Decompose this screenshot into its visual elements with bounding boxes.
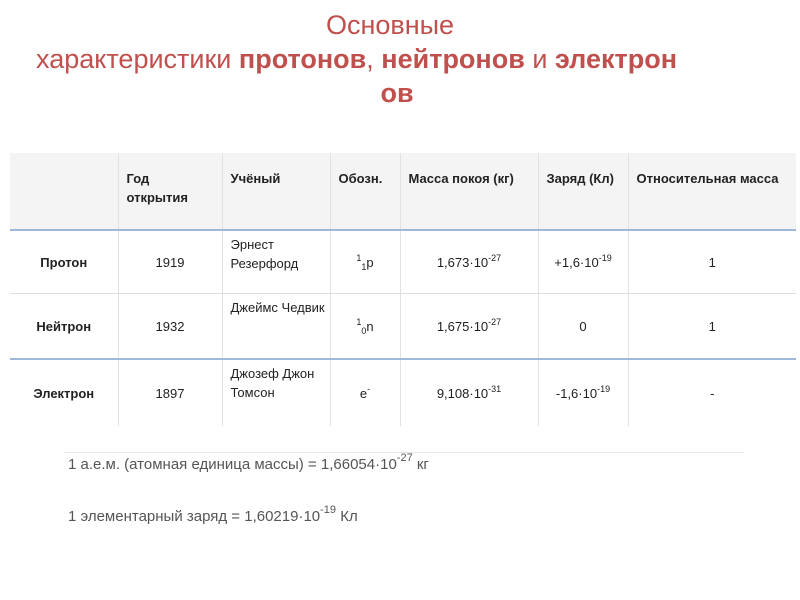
table-header-row <box>10 153 796 230</box>
charge: 0 <box>538 294 628 360</box>
charge-exponent: -19 <box>597 383 611 394</box>
particle-symbol <box>330 230 400 294</box>
charge-exponent: -19 <box>598 252 612 263</box>
table-row <box>10 294 796 360</box>
title-text: характеристики <box>36 44 239 74</box>
particles-table-container <box>10 153 796 401</box>
symbol-charge-number: 1 <box>361 261 367 272</box>
scientist-name: Эрнест Резерфорд <box>222 230 330 294</box>
rest-mass <box>400 230 538 294</box>
charge-base: +1,6·10 <box>554 254 599 270</box>
amu-exponent: -27 <box>396 452 413 464</box>
title-line-3: ов <box>380 78 414 108</box>
symbol-charge-number: 0 <box>361 325 367 336</box>
table-row <box>10 359 796 426</box>
title-protons: протонов <box>238 44 367 74</box>
charge-text: 1 элементарный заряд = 1,60219·10 <box>68 508 321 525</box>
header-scientist: Учёный <box>222 153 330 230</box>
symbol-letter: e <box>359 385 368 401</box>
symbol-mass-number: 1 <box>356 316 362 327</box>
title-line-1: Основные <box>325 10 455 40</box>
title-line-2 <box>0 42 800 76</box>
mass-base: 9,108·10 <box>436 385 489 401</box>
mass-exponent: -27 <box>488 252 502 263</box>
particle-name: Протон <box>10 230 118 294</box>
header-charge: Заряд (Кл) <box>538 153 628 230</box>
scientist-name: Джеймс Чедвик <box>222 294 330 360</box>
slide-title <box>0 8 800 110</box>
header-relative-mass: Относительная масса <box>628 153 796 230</box>
amu-text: 1 а.е.м. (атомная единица массы) = 1,66054·10 <box>68 456 397 473</box>
title-and: и <box>524 44 555 74</box>
discovery-year: 1919 <box>118 230 222 294</box>
charge-exponent: -19 <box>320 504 337 516</box>
title-electrons: электрон <box>554 44 678 74</box>
header-symbol: Обозн. <box>330 153 400 230</box>
charge <box>538 359 628 426</box>
charge-base: -1,6·10 <box>555 385 598 401</box>
mass-base: 1,673·10 <box>436 254 489 270</box>
table-row <box>10 230 796 294</box>
mass-base: 1,675·10 <box>436 318 489 334</box>
symbol-charge-sign: - <box>367 383 371 394</box>
elementary-charge-definition <box>68 504 358 525</box>
symbol-letter: p <box>366 254 374 270</box>
header-year: Год открытия <box>118 153 222 230</box>
charge-unit: Кл <box>336 508 358 525</box>
mass-exponent: -31 <box>488 383 502 394</box>
symbol-letter: n <box>366 318 374 334</box>
rest-mass <box>400 359 538 426</box>
amu-unit: кг <box>412 456 429 473</box>
mass-exponent: -27 <box>488 316 502 327</box>
charge <box>538 230 628 294</box>
title-comma: , <box>366 44 382 74</box>
particles-table <box>10 153 796 426</box>
particle-symbol <box>330 359 400 426</box>
header-empty <box>10 153 118 230</box>
amu-definition <box>68 452 429 473</box>
relative-mass: - <box>628 359 796 426</box>
relative-mass: 1 <box>628 230 796 294</box>
particle-symbol <box>330 294 400 360</box>
title-neutrons: нейтронов <box>381 44 525 74</box>
particle-name: Нейтрон <box>10 294 118 360</box>
particle-name: Электрон <box>33 385 95 401</box>
relative-mass: 1 <box>628 294 796 360</box>
symbol-mass-number: 1 <box>356 252 362 263</box>
discovery-year: 1932 <box>118 294 222 360</box>
header-mass: Масса покоя (кг) <box>400 153 538 230</box>
rest-mass <box>400 294 538 360</box>
discovery-year: 1897 <box>118 359 222 426</box>
scientist-name: Джозеф Джон Томсон <box>222 359 330 426</box>
